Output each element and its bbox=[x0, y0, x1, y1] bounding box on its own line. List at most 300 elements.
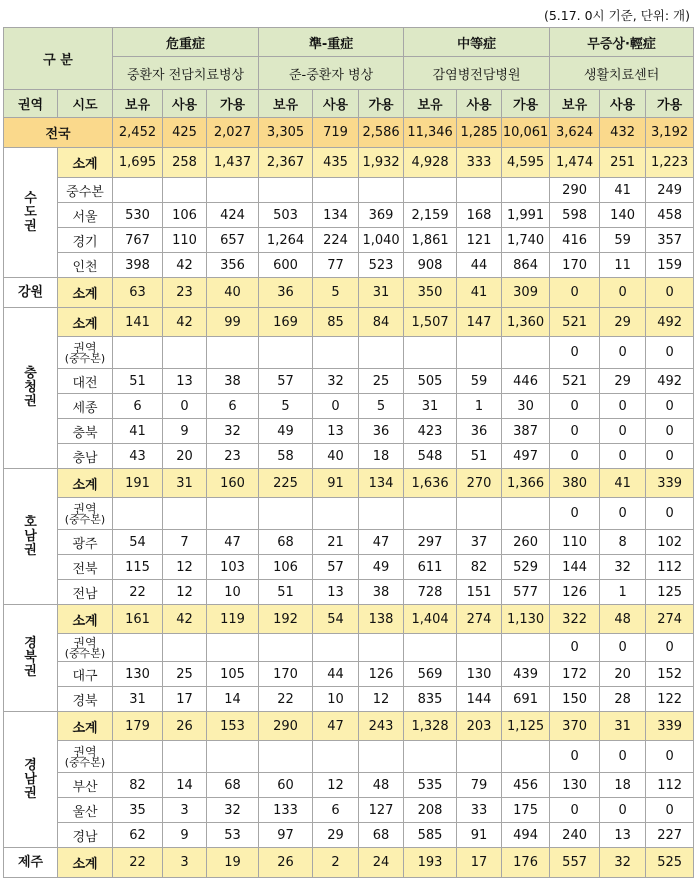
city-label-sub: (중수본) bbox=[64, 755, 106, 769]
city-label-sub: (중수본) bbox=[64, 646, 106, 660]
value-cell: 32 bbox=[207, 419, 259, 444]
value-cell: 728 bbox=[404, 580, 457, 605]
value-cell: 274 bbox=[457, 605, 502, 634]
value-cell: 548 bbox=[404, 444, 457, 469]
table-row bbox=[4, 394, 694, 419]
value-cell bbox=[163, 741, 207, 773]
value-cell: 161 bbox=[113, 605, 163, 634]
value-cell: 23 bbox=[163, 278, 207, 308]
region-column-header: 권역 bbox=[4, 90, 58, 118]
value-cell: 1,223 bbox=[646, 148, 694, 178]
value-cell: 59 bbox=[457, 369, 502, 394]
value-cell: 17 bbox=[163, 687, 207, 712]
value-cell: 1 bbox=[600, 580, 646, 605]
table-row bbox=[4, 178, 694, 203]
value-cell: 38 bbox=[359, 580, 404, 605]
subtotal-label: 소계 bbox=[58, 148, 113, 178]
region-label-cell bbox=[4, 605, 58, 712]
value-cell bbox=[259, 634, 313, 662]
table-row bbox=[4, 419, 694, 444]
value-cell: 4,595 bbox=[502, 148, 550, 178]
value-cell: 26 bbox=[163, 712, 207, 741]
value-cell: 0 bbox=[600, 419, 646, 444]
value-cell: 0 bbox=[646, 798, 694, 823]
value-cell: 529 bbox=[502, 555, 550, 580]
region-label-cell bbox=[4, 148, 58, 278]
value-cell: 82 bbox=[113, 773, 163, 798]
value-cell: 357 bbox=[646, 228, 694, 253]
value-cell: 7 bbox=[163, 530, 207, 555]
value-cell: 127 bbox=[359, 798, 404, 823]
value-cell: 492 bbox=[646, 369, 694, 394]
value-cell: 48 bbox=[359, 773, 404, 798]
value-cell: 63 bbox=[113, 278, 163, 308]
city-label-sub: (중수본) bbox=[64, 512, 106, 526]
value-cell: 370 bbox=[550, 712, 600, 741]
table-row bbox=[4, 712, 694, 741]
value-cell: 153 bbox=[207, 712, 259, 741]
value-cell: 36 bbox=[359, 419, 404, 444]
subtotal-label: 소계 bbox=[58, 848, 113, 878]
value-cell: 435 bbox=[313, 148, 359, 178]
value-cell: 68 bbox=[259, 530, 313, 555]
value-cell: 17 bbox=[457, 848, 502, 878]
value-cell: 1,404 bbox=[404, 605, 457, 634]
value-cell: 103 bbox=[207, 555, 259, 580]
value-cell: 4,928 bbox=[404, 148, 457, 178]
value-cell: 33 bbox=[457, 798, 502, 823]
value-cell: 23 bbox=[207, 444, 259, 469]
value-cell: 20 bbox=[163, 444, 207, 469]
city-column-header: 시도 bbox=[58, 90, 113, 118]
value-cell: 0 bbox=[646, 337, 694, 369]
value-cell: 0 bbox=[550, 498, 600, 530]
value-cell: 110 bbox=[163, 228, 207, 253]
table-row bbox=[4, 798, 694, 823]
value-cell: 54 bbox=[113, 530, 163, 555]
city-label: 경남 bbox=[58, 823, 113, 848]
table-row bbox=[4, 337, 694, 369]
value-cell: 492 bbox=[646, 308, 694, 337]
value-cell: 1,366 bbox=[502, 469, 550, 498]
city-label: 인천 bbox=[58, 253, 113, 278]
value-cell bbox=[259, 498, 313, 530]
value-cell: 97 bbox=[259, 823, 313, 848]
value-cell bbox=[259, 178, 313, 203]
region-label-char: 권 bbox=[24, 542, 37, 558]
value-cell: 133 bbox=[259, 798, 313, 823]
value-cell: 51 bbox=[259, 580, 313, 605]
value-cell: 0 bbox=[646, 278, 694, 308]
value-cell: 0 bbox=[550, 444, 600, 469]
value-cell: 577 bbox=[502, 580, 550, 605]
national-row bbox=[4, 118, 694, 148]
value-cell: 35 bbox=[113, 798, 163, 823]
value-cell bbox=[502, 634, 550, 662]
value-cell: 0 bbox=[600, 337, 646, 369]
region-label-char: 호 bbox=[24, 514, 37, 530]
value-cell: 9 bbox=[163, 419, 207, 444]
city-label bbox=[58, 337, 113, 369]
value-cell bbox=[404, 337, 457, 369]
value-cell: 22 bbox=[113, 580, 163, 605]
value-cell: 110 bbox=[550, 530, 600, 555]
gubun-header: 구 분 bbox=[4, 28, 113, 90]
value-cell: 1,285 bbox=[457, 118, 502, 148]
value-cell: 84 bbox=[359, 308, 404, 337]
value-cell: 503 bbox=[259, 203, 313, 228]
value-cell: 115 bbox=[113, 555, 163, 580]
value-cell: 387 bbox=[502, 419, 550, 444]
value-cell: 1,740 bbox=[502, 228, 550, 253]
value-cell: 170 bbox=[259, 662, 313, 687]
value-cell: 10,061 bbox=[502, 118, 550, 148]
value-cell: 521 bbox=[550, 369, 600, 394]
value-cell: 32 bbox=[600, 848, 646, 878]
value-cell bbox=[502, 741, 550, 773]
value-cell: 497 bbox=[502, 444, 550, 469]
value-cell: 29 bbox=[313, 823, 359, 848]
value-cell bbox=[207, 337, 259, 369]
value-cell: 1,328 bbox=[404, 712, 457, 741]
value-cell: 31 bbox=[113, 687, 163, 712]
value-cell: 270 bbox=[457, 469, 502, 498]
table-row bbox=[4, 580, 694, 605]
value-cell: 0 bbox=[550, 278, 600, 308]
subheader-cell: 사용 bbox=[600, 90, 646, 118]
table-row bbox=[4, 469, 694, 498]
value-cell: 179 bbox=[113, 712, 163, 741]
value-cell: 309 bbox=[502, 278, 550, 308]
region-label-char: 권 bbox=[24, 785, 37, 801]
value-cell: 1,264 bbox=[259, 228, 313, 253]
value-cell: 176 bbox=[502, 848, 550, 878]
subtotal-label: 소계 bbox=[58, 278, 113, 308]
value-cell bbox=[502, 337, 550, 369]
value-cell: 1,991 bbox=[502, 203, 550, 228]
value-cell: 0 bbox=[550, 394, 600, 419]
value-cell: 5 bbox=[313, 278, 359, 308]
value-cell: 170 bbox=[550, 253, 600, 278]
value-cell: 1,437 bbox=[207, 148, 259, 178]
table-row bbox=[4, 848, 694, 878]
value-cell: 20 bbox=[600, 662, 646, 687]
value-cell bbox=[313, 337, 359, 369]
value-cell bbox=[502, 498, 550, 530]
subheader-cell: 가용 bbox=[502, 90, 550, 118]
value-cell: 152 bbox=[646, 662, 694, 687]
value-cell: 1,861 bbox=[404, 228, 457, 253]
value-cell: 569 bbox=[404, 662, 457, 687]
value-cell: 1,932 bbox=[359, 148, 404, 178]
region-label-char: 남 bbox=[24, 528, 37, 544]
table-row bbox=[4, 308, 694, 337]
value-cell: 530 bbox=[113, 203, 163, 228]
value-cell: 6 bbox=[113, 394, 163, 419]
value-cell bbox=[313, 634, 359, 662]
value-cell: 297 bbox=[404, 530, 457, 555]
subtotal-label: 소계 bbox=[58, 712, 113, 741]
region-label-cell bbox=[4, 712, 58, 848]
value-cell: 91 bbox=[313, 469, 359, 498]
value-cell: 28 bbox=[600, 687, 646, 712]
value-cell: 208 bbox=[404, 798, 457, 823]
value-cell: 0 bbox=[600, 444, 646, 469]
value-cell: 598 bbox=[550, 203, 600, 228]
value-cell: 47 bbox=[359, 530, 404, 555]
value-cell bbox=[359, 337, 404, 369]
value-cell: 535 bbox=[404, 773, 457, 798]
value-cell: 18 bbox=[359, 444, 404, 469]
value-cell: 5 bbox=[259, 394, 313, 419]
value-cell: 3,624 bbox=[550, 118, 600, 148]
value-cell: 38 bbox=[207, 369, 259, 394]
value-cell: 48 bbox=[600, 605, 646, 634]
subheader-cell: 보유 bbox=[404, 90, 457, 118]
value-cell: 85 bbox=[313, 308, 359, 337]
value-cell bbox=[404, 498, 457, 530]
value-cell: 31 bbox=[359, 278, 404, 308]
region-label-char: 도 bbox=[24, 204, 37, 220]
region-label-char: 남 bbox=[24, 771, 37, 787]
value-cell: 105 bbox=[207, 662, 259, 687]
value-cell: 175 bbox=[502, 798, 550, 823]
city-label bbox=[58, 741, 113, 773]
value-cell: 423 bbox=[404, 419, 457, 444]
value-cell bbox=[313, 178, 359, 203]
value-cell: 2,367 bbox=[259, 148, 313, 178]
city-label: 경기 bbox=[58, 228, 113, 253]
city-label: 전남 bbox=[58, 580, 113, 605]
subtotal-label: 소계 bbox=[58, 469, 113, 498]
value-cell: 8 bbox=[600, 530, 646, 555]
value-cell: 12 bbox=[359, 687, 404, 712]
value-cell: 835 bbox=[404, 687, 457, 712]
value-cell: 258 bbox=[163, 148, 207, 178]
value-cell: 2,159 bbox=[404, 203, 457, 228]
city-label-sub: (중수본) bbox=[64, 351, 106, 365]
value-cell: 106 bbox=[259, 555, 313, 580]
value-cell: 37 bbox=[457, 530, 502, 555]
value-cell: 494 bbox=[502, 823, 550, 848]
value-cell: 59 bbox=[600, 228, 646, 253]
value-cell bbox=[457, 634, 502, 662]
value-cell bbox=[359, 634, 404, 662]
value-cell: 0 bbox=[600, 741, 646, 773]
value-cell: 13 bbox=[600, 823, 646, 848]
value-cell bbox=[207, 178, 259, 203]
value-cell: 42 bbox=[163, 253, 207, 278]
value-cell: 49 bbox=[259, 419, 313, 444]
value-cell: 557 bbox=[550, 848, 600, 878]
value-cell: 2,586 bbox=[359, 118, 404, 148]
value-cell: 14 bbox=[207, 687, 259, 712]
value-cell: 290 bbox=[550, 178, 600, 203]
value-cell: 0 bbox=[600, 278, 646, 308]
value-cell: 398 bbox=[113, 253, 163, 278]
value-cell: 0 bbox=[646, 444, 694, 469]
value-cell: 446 bbox=[502, 369, 550, 394]
value-cell: 12 bbox=[163, 555, 207, 580]
value-cell: 0 bbox=[163, 394, 207, 419]
value-cell: 79 bbox=[457, 773, 502, 798]
table-row bbox=[4, 203, 694, 228]
value-cell bbox=[113, 498, 163, 530]
value-cell: 41 bbox=[600, 469, 646, 498]
value-cell: 350 bbox=[404, 278, 457, 308]
value-cell bbox=[359, 178, 404, 203]
value-cell: 227 bbox=[646, 823, 694, 848]
value-cell: 290 bbox=[259, 712, 313, 741]
value-cell: 31 bbox=[163, 469, 207, 498]
value-cell bbox=[163, 498, 207, 530]
value-cell: 339 bbox=[646, 712, 694, 741]
region-label-char: 청 bbox=[24, 380, 37, 395]
value-cell: 54 bbox=[313, 605, 359, 634]
value-cell: 767 bbox=[113, 228, 163, 253]
region-label-cell bbox=[4, 308, 58, 469]
value-cell: 333 bbox=[457, 148, 502, 178]
value-cell bbox=[207, 634, 259, 662]
value-cell: 1,130 bbox=[502, 605, 550, 634]
subheader-cell: 가용 bbox=[646, 90, 694, 118]
value-cell: 0 bbox=[646, 741, 694, 773]
city-label-main: 권역 bbox=[73, 635, 97, 650]
value-cell: 42 bbox=[163, 308, 207, 337]
city-label: 경북 bbox=[58, 687, 113, 712]
hospital-bed-table bbox=[3, 27, 694, 878]
value-cell: 47 bbox=[207, 530, 259, 555]
value-cell: 126 bbox=[550, 580, 600, 605]
city-label bbox=[58, 634, 113, 662]
value-cell: 585 bbox=[404, 823, 457, 848]
value-cell: 41 bbox=[113, 419, 163, 444]
region-label-char: 충 bbox=[24, 366, 37, 381]
value-cell: 432 bbox=[600, 118, 646, 148]
value-cell: 193 bbox=[404, 848, 457, 878]
value-cell: 3 bbox=[163, 798, 207, 823]
value-cell: 99 bbox=[207, 308, 259, 337]
value-cell: 30 bbox=[502, 394, 550, 419]
value-cell: 191 bbox=[113, 469, 163, 498]
value-cell: 0 bbox=[646, 634, 694, 662]
value-cell: 112 bbox=[646, 555, 694, 580]
value-cell: 49 bbox=[359, 555, 404, 580]
value-cell: 169 bbox=[259, 308, 313, 337]
value-cell: 19 bbox=[207, 848, 259, 878]
value-cell: 525 bbox=[646, 848, 694, 878]
value-cell: 119 bbox=[207, 605, 259, 634]
city-label: 서울 bbox=[58, 203, 113, 228]
value-cell: 43 bbox=[113, 444, 163, 469]
value-cell: 657 bbox=[207, 228, 259, 253]
subtotal-label: 소계 bbox=[58, 605, 113, 634]
value-cell: 144 bbox=[550, 555, 600, 580]
value-cell: 29 bbox=[600, 308, 646, 337]
value-cell: 47 bbox=[313, 712, 359, 741]
subtotal-label: 소계 bbox=[58, 308, 113, 337]
value-cell: 424 bbox=[207, 203, 259, 228]
value-cell bbox=[207, 741, 259, 773]
value-cell: 32 bbox=[207, 798, 259, 823]
value-cell: 31 bbox=[404, 394, 457, 419]
value-cell: 91 bbox=[457, 823, 502, 848]
value-cell: 719 bbox=[313, 118, 359, 148]
value-cell: 130 bbox=[550, 773, 600, 798]
table-row bbox=[4, 823, 694, 848]
value-cell: 243 bbox=[359, 712, 404, 741]
group-name-header: 생활치료센터 bbox=[550, 57, 694, 90]
value-cell bbox=[163, 178, 207, 203]
table-row bbox=[4, 369, 694, 394]
value-cell: 322 bbox=[550, 605, 600, 634]
value-cell: 26 bbox=[259, 848, 313, 878]
value-cell: 41 bbox=[457, 278, 502, 308]
region-label-cell: 제주 bbox=[4, 848, 58, 878]
city-label: 울산 bbox=[58, 798, 113, 823]
value-cell: 521 bbox=[550, 308, 600, 337]
value-cell: 77 bbox=[313, 253, 359, 278]
table-row bbox=[4, 498, 694, 530]
value-cell: 57 bbox=[259, 369, 313, 394]
table-row bbox=[4, 555, 694, 580]
value-cell: 0 bbox=[550, 634, 600, 662]
value-cell: 908 bbox=[404, 253, 457, 278]
value-cell: 14 bbox=[163, 773, 207, 798]
value-cell: 60 bbox=[259, 773, 313, 798]
value-cell: 106 bbox=[163, 203, 207, 228]
value-cell: 600 bbox=[259, 253, 313, 278]
value-cell: 274 bbox=[646, 605, 694, 634]
value-cell: 224 bbox=[313, 228, 359, 253]
value-cell bbox=[457, 337, 502, 369]
value-cell: 611 bbox=[404, 555, 457, 580]
group-name-header: 감염병전담병원 bbox=[404, 57, 550, 90]
value-cell: 172 bbox=[550, 662, 600, 687]
value-cell: 40 bbox=[313, 444, 359, 469]
region-label-char: 경 bbox=[24, 636, 37, 651]
value-cell bbox=[457, 741, 502, 773]
subheader-cell: 사용 bbox=[457, 90, 502, 118]
value-cell: 134 bbox=[313, 203, 359, 228]
value-cell: 25 bbox=[163, 662, 207, 687]
value-cell: 0 bbox=[646, 394, 694, 419]
value-cell bbox=[113, 741, 163, 773]
value-cell: 13 bbox=[313, 419, 359, 444]
value-cell: 150 bbox=[550, 687, 600, 712]
value-cell: 1,636 bbox=[404, 469, 457, 498]
value-cell: 102 bbox=[646, 530, 694, 555]
value-cell: 0 bbox=[550, 741, 600, 773]
value-cell: 62 bbox=[113, 823, 163, 848]
table-row bbox=[4, 687, 694, 712]
value-cell: 144 bbox=[457, 687, 502, 712]
value-cell: 36 bbox=[457, 419, 502, 444]
group-severity-header: 準-重症 bbox=[259, 28, 404, 57]
value-cell bbox=[359, 498, 404, 530]
value-cell: 10 bbox=[207, 580, 259, 605]
value-cell: 159 bbox=[646, 253, 694, 278]
value-cell: 251 bbox=[600, 148, 646, 178]
value-cell bbox=[313, 741, 359, 773]
table-row bbox=[4, 605, 694, 634]
value-cell: 864 bbox=[502, 253, 550, 278]
value-cell: 2,027 bbox=[207, 118, 259, 148]
value-cell: 2,452 bbox=[113, 118, 163, 148]
value-cell: 11 bbox=[600, 253, 646, 278]
group-severity-header: 危重症 bbox=[113, 28, 259, 57]
city-label-main: 권역 bbox=[73, 340, 97, 355]
